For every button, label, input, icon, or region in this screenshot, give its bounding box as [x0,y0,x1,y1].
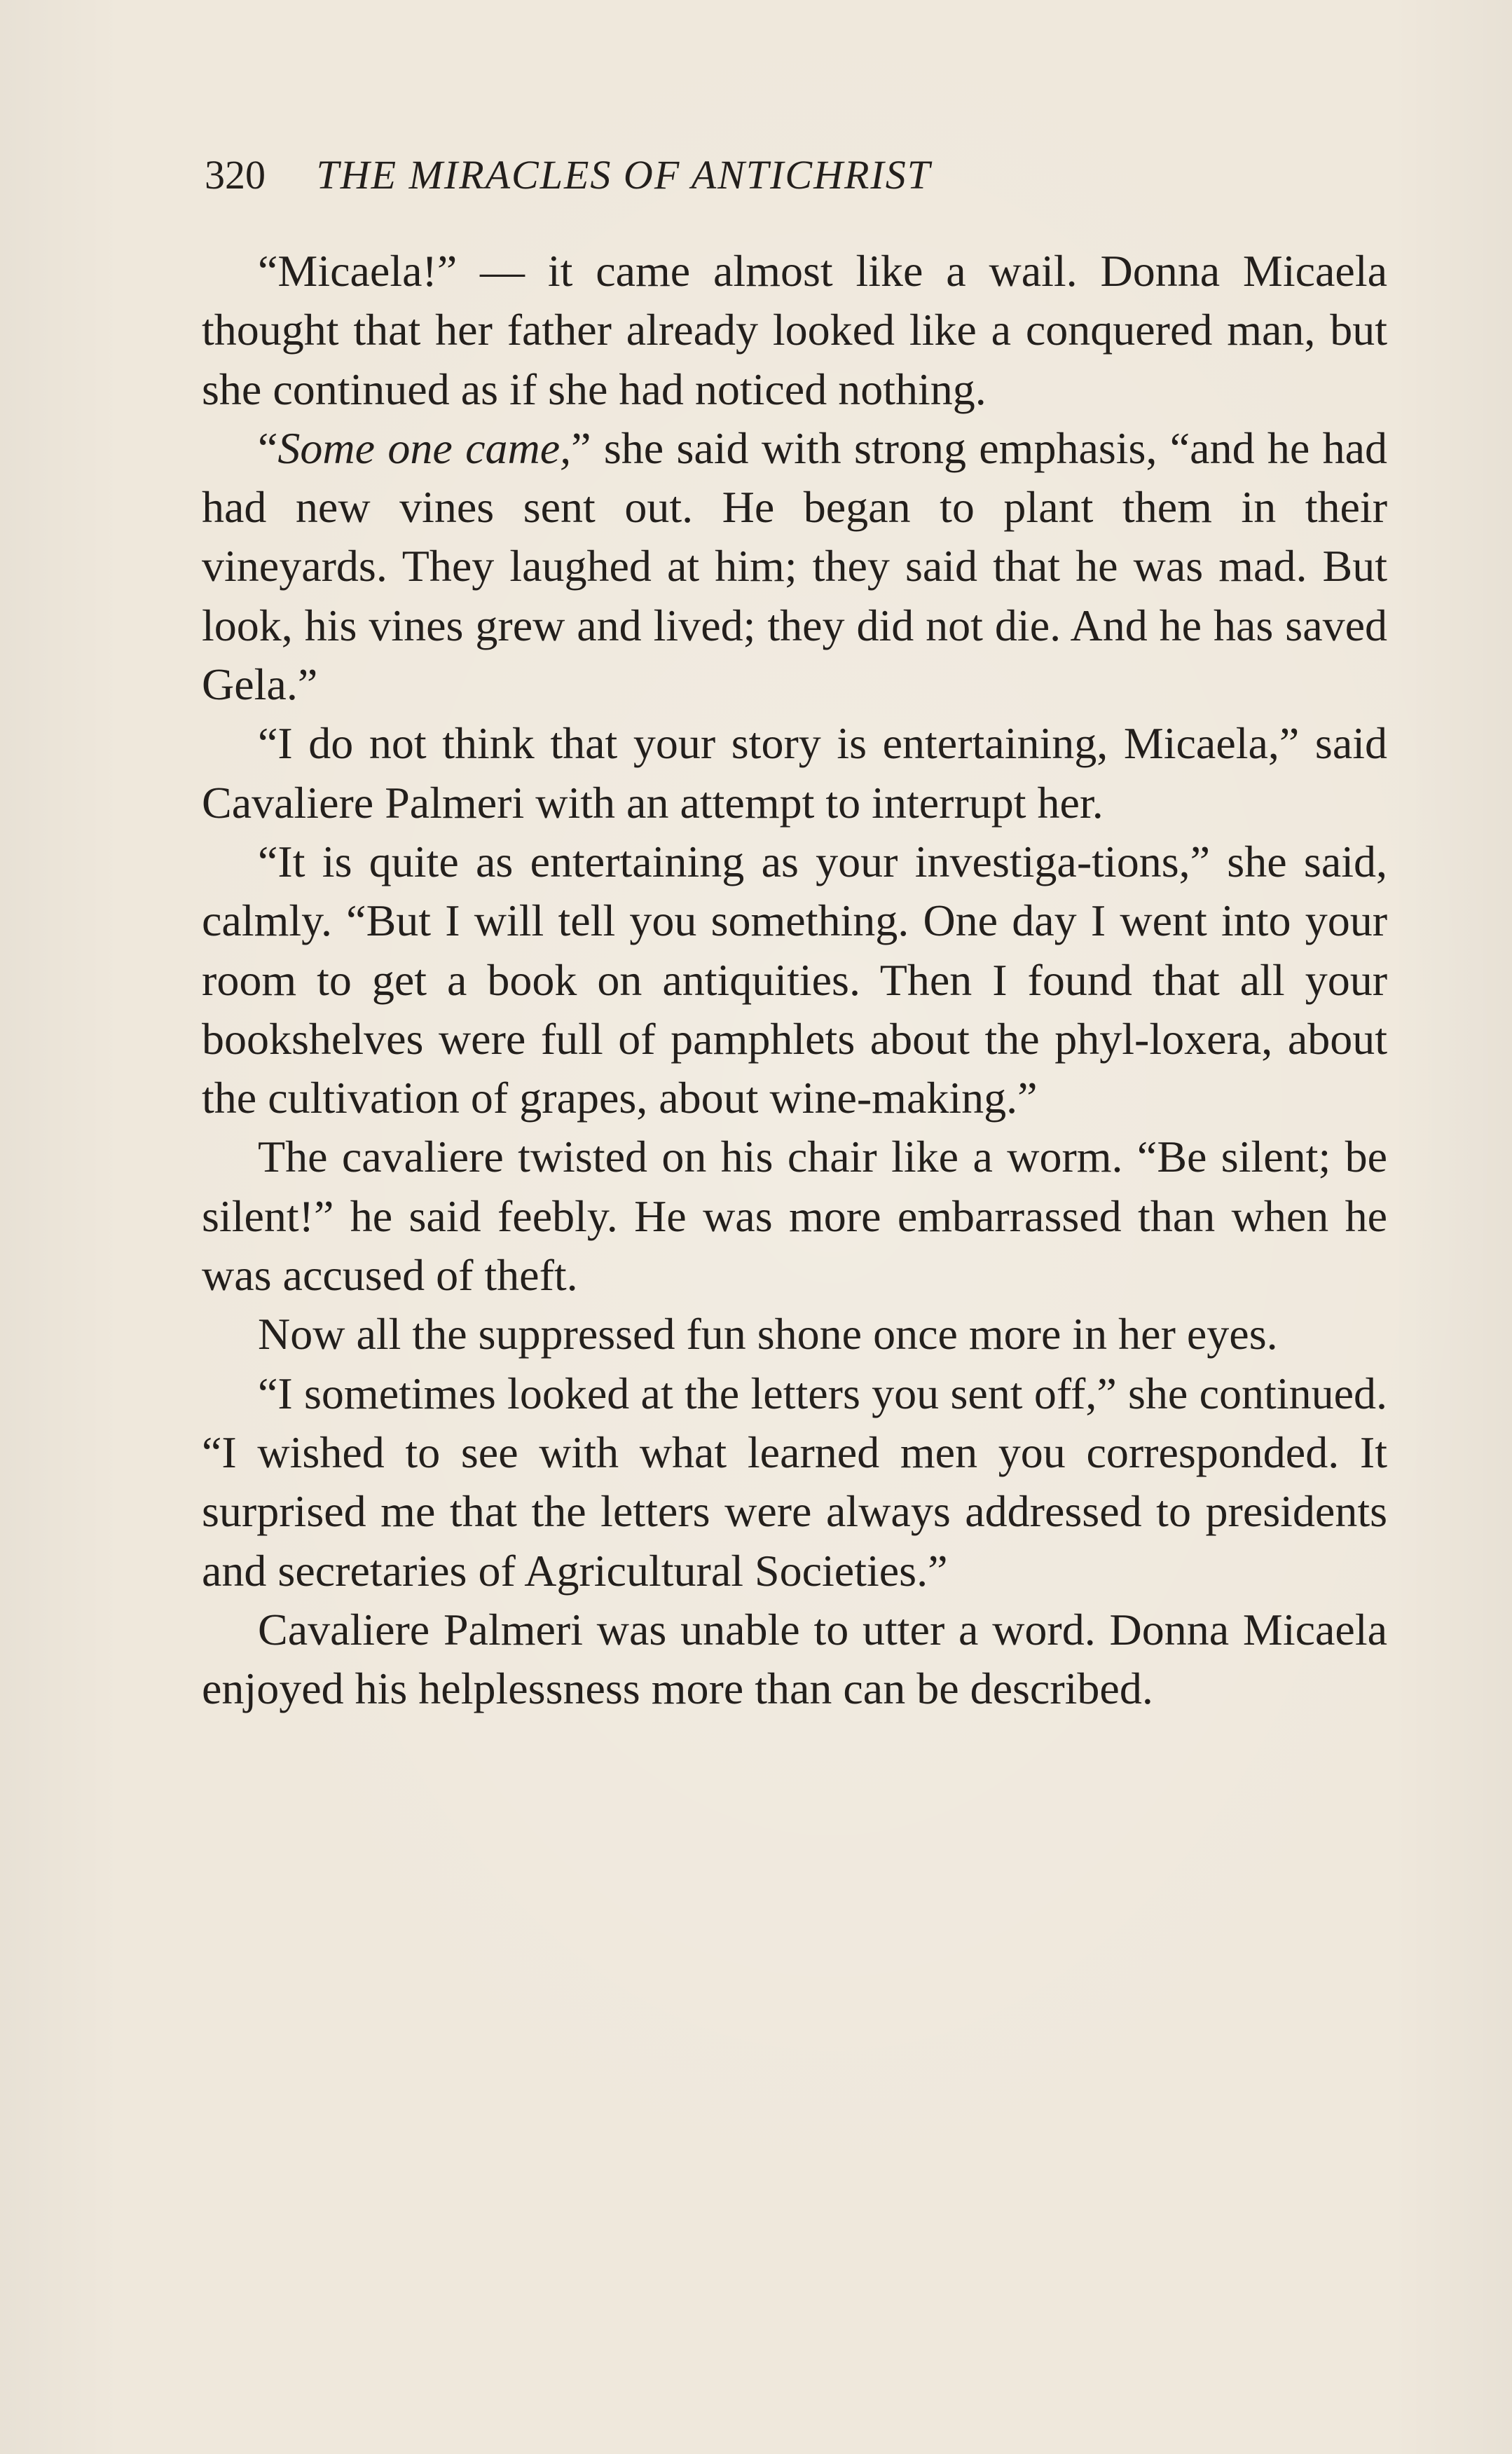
paragraph-2-text: ” she said with strong emphasis, “and he had had new vines sent out. He began to plant them in their vineyards. They laughed at him; they said that he was mad. But look, his vines grew and lived; they did not die. And he has saved Gela.” [202,423,1387,710]
paragraph-5: The cavaliere twisted on his chair like a worm. “Be silent; be silent!” he said feebly. He was more embarrassed than when he was accused of theft. [202,1132,1387,1301]
paragraph-2-emphasis: Some one came, [277,423,572,473]
paragraph-3: “I do not think that your story is entertaining, Micaela,” said Cavaliere Palmeri with an attempt to interrupt her. [202,718,1387,828]
paragraph-6: Now all the suppressed fun shone once more in her eyes. [258,1309,1278,1359]
running-head [205,144,1396,207]
running-title: THE MIRACLES OF ANTICHRIST [316,152,931,198]
paragraph-2 [202,419,1387,714]
page-number: 320 [205,152,266,198]
paragraph-7: “I sometimes looked at the letters you sent off,” she continued. “I wished to see with what learned men you corresponded. It surprised me that the letters were always addressed to presidents and secretaries of Agricultural Societies.” [202,1368,1387,1596]
paragraph-4: “It is quite as entertaining as your investiga-tions,” she said, calmly. “But I will tell you something. One day I went into your room to get a book on antiquities. Then I found that all your bookshelves were full of pamphlets about the phyl-loxera, about the cultivation of grapes, about wine-making.” [202,836,1387,1123]
paragraph-2-open-quote: “ [258,423,278,473]
paragraph-8: Cavaliere Palmeri was unable to utter a word. Donna Micaela enjoyed his helplessness more than can be described. [202,1604,1387,1714]
body-text [202,242,1387,1718]
paragraph-1: “Micaela!” — it came almost like a wail. Donna Micaela thought that her father already looked like a conquered man, but she continued as if she had noticed nothing. [202,246,1387,414]
